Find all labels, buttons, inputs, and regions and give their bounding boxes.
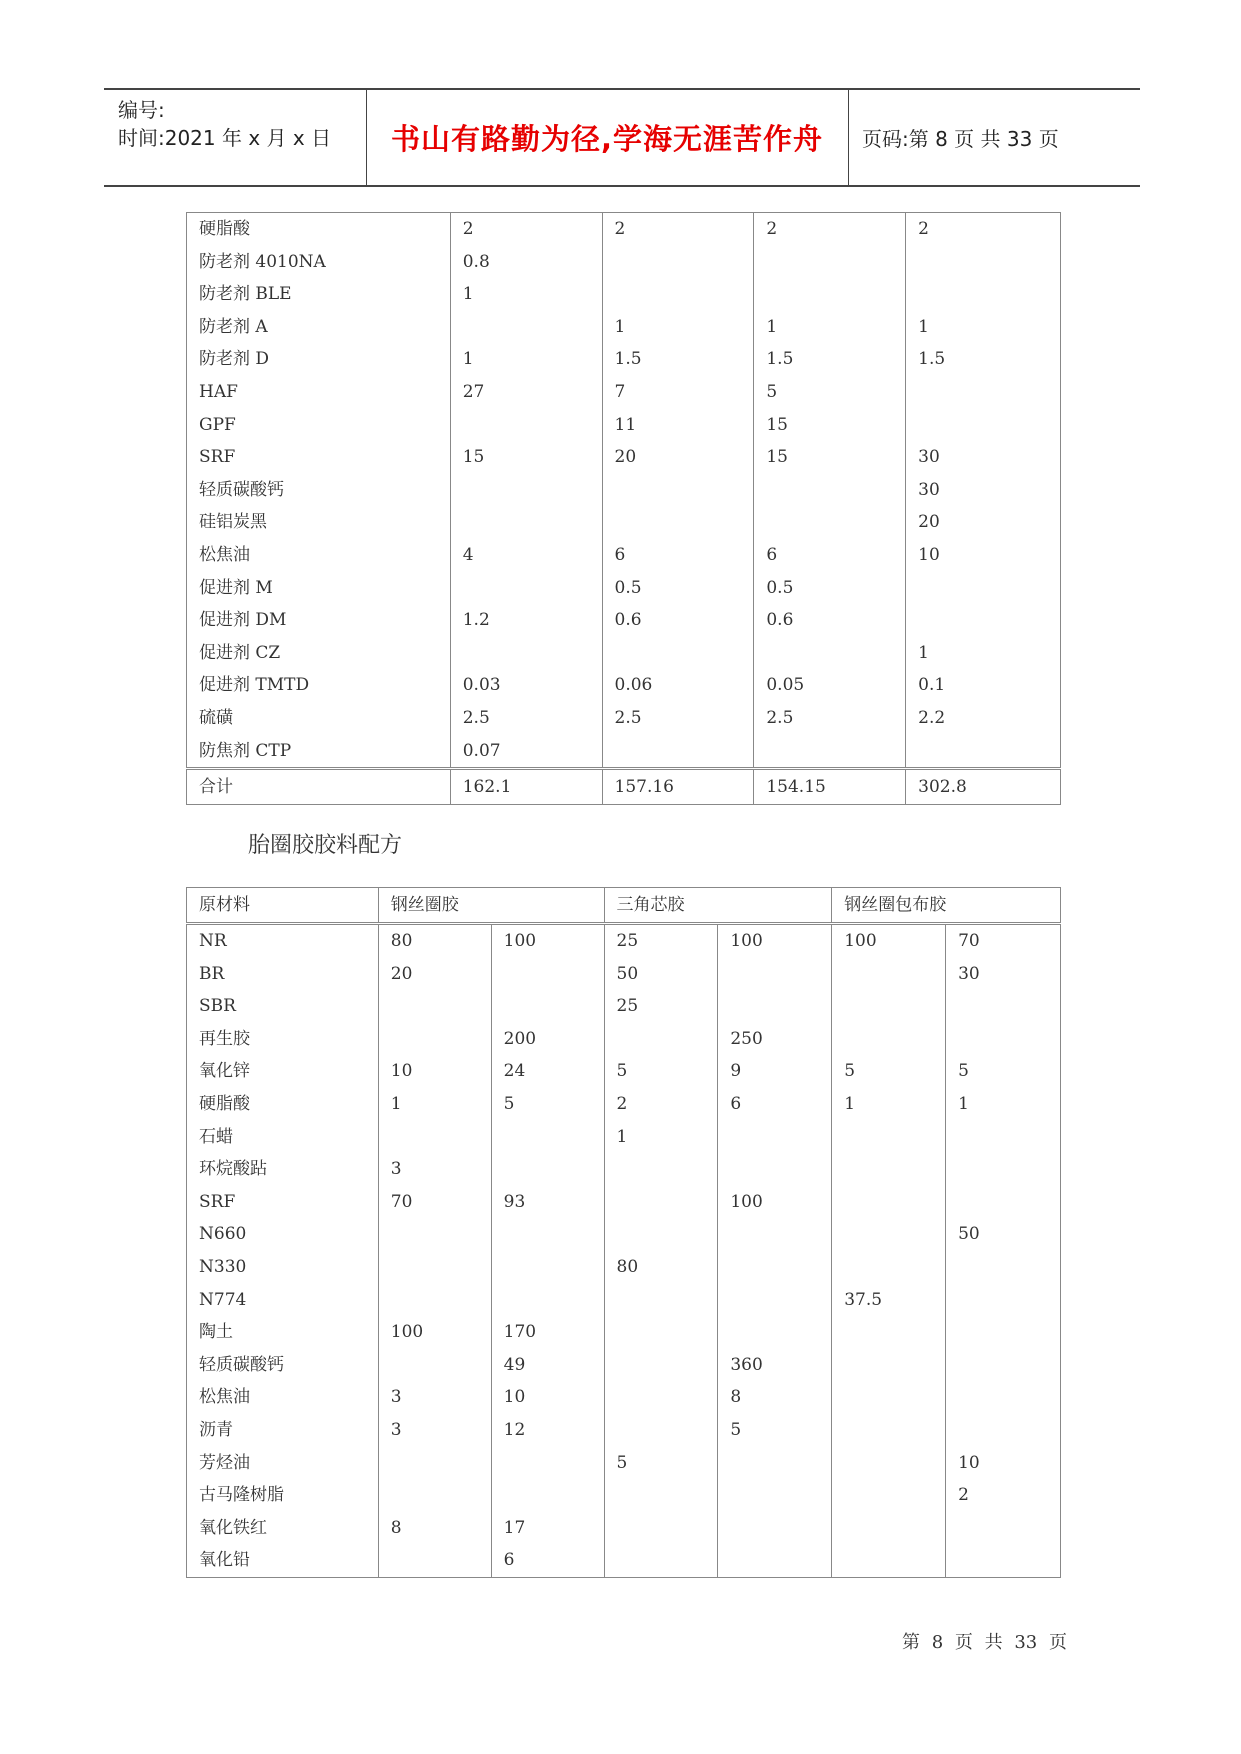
amount-cell: 360 [718, 1349, 832, 1382]
amount-cell: 2 [906, 213, 1061, 246]
amount-cell: 0.5 [602, 572, 754, 605]
amount-cell [718, 1153, 832, 1186]
total-row [187, 769, 1061, 805]
amount-cell: 200 [491, 1023, 604, 1056]
amount-cell [832, 1218, 946, 1251]
amount-cell [604, 1512, 718, 1545]
amount-cell: 80 [604, 1251, 718, 1284]
amount-cell [491, 1479, 604, 1512]
amount-cell: 70 [946, 924, 1061, 958]
amount-cell [946, 1121, 1061, 1154]
amount-cell [491, 1284, 604, 1317]
document-number-label: 编号: [118, 98, 165, 122]
amount-cell [604, 1349, 718, 1382]
amount-cell [718, 1218, 832, 1251]
material-name-cell: 氧化铁红 [187, 1512, 379, 1545]
amount-cell [946, 1544, 1061, 1577]
amount-cell [491, 1153, 604, 1186]
amount-cell: 1 [604, 1121, 718, 1154]
amount-cell: 2 [946, 1479, 1061, 1512]
material-name-cell: 沥青 [187, 1414, 379, 1447]
amount-cell: 1.5 [602, 343, 754, 376]
table-row [187, 702, 1061, 735]
amount-cell [906, 572, 1061, 605]
amount-cell [946, 990, 1061, 1023]
amount-cell: 20 [378, 958, 491, 991]
amount-cell: 2.2 [906, 702, 1061, 735]
amount-cell [604, 1023, 718, 1056]
amount-cell [832, 1414, 946, 1447]
amount-cell [832, 1121, 946, 1154]
table-row [187, 1414, 1061, 1447]
table-row [187, 637, 1061, 670]
material-name-cell: 促进剂 TMTD [187, 669, 451, 702]
amount-cell: 3 [378, 1153, 491, 1186]
material-name-cell: 硬脂酸 [187, 1088, 379, 1121]
amount-cell: 15 [754, 441, 906, 474]
amount-cell [491, 990, 604, 1023]
amount-cell: 0.06 [602, 669, 754, 702]
amount-cell [491, 1251, 604, 1284]
column-header: 钢丝圈包布胶 [832, 888, 1061, 924]
amount-cell [604, 1186, 718, 1219]
amount-cell [604, 1218, 718, 1251]
amount-cell: 10 [491, 1381, 604, 1414]
amount-cell [832, 1544, 946, 1577]
material-name-cell: 石蜡 [187, 1121, 379, 1154]
amount-cell: 8 [718, 1381, 832, 1414]
amount-cell: 0.07 [450, 735, 602, 769]
material-name-cell: 氧化锌 [187, 1055, 379, 1088]
header-row [187, 888, 1061, 924]
table-row [187, 1349, 1061, 1382]
table-row [187, 924, 1061, 958]
amount-cell: 2 [602, 213, 754, 246]
table-row [187, 246, 1061, 279]
header-page-number: 页码:第 8 页 共 33 页 [862, 127, 1059, 151]
amount-cell [754, 278, 906, 311]
material-name-cell: 再生胶 [187, 1023, 379, 1056]
table-row [187, 1284, 1061, 1317]
material-name-cell: GPF [187, 409, 451, 442]
material-name-cell: 促进剂 M [187, 572, 451, 605]
amount-cell [832, 1381, 946, 1414]
column-header: 原材料 [187, 888, 379, 924]
amount-cell: 3 [378, 1381, 491, 1414]
table-row [187, 1121, 1061, 1154]
amount-cell [450, 474, 602, 507]
amount-cell: 5 [946, 1055, 1061, 1088]
table-row [187, 474, 1061, 507]
amount-cell [832, 1479, 946, 1512]
material-name-cell: 防焦剂 CTP [187, 735, 451, 769]
table-row [187, 1447, 1061, 1480]
amount-cell: 17 [491, 1512, 604, 1545]
amount-cell [906, 246, 1061, 279]
amount-cell: 0.5 [754, 572, 906, 605]
table-row [187, 958, 1061, 991]
total-label-cell: 合计 [187, 769, 451, 805]
amount-cell: 0.8 [450, 246, 602, 279]
amount-cell: 5 [718, 1414, 832, 1447]
table-row [187, 669, 1061, 702]
total-value-cell: 154.15 [754, 769, 906, 805]
table-row [187, 1153, 1061, 1186]
amount-cell: 25 [604, 990, 718, 1023]
amount-cell [718, 1284, 832, 1317]
amount-cell: 170 [491, 1316, 604, 1349]
table-row [187, 1381, 1061, 1414]
amount-cell [946, 1381, 1061, 1414]
amount-cell [604, 1381, 718, 1414]
amount-cell: 0.6 [602, 604, 754, 637]
table-row [187, 409, 1061, 442]
material-name-cell: 松焦油 [187, 539, 451, 572]
amount-cell: 0.1 [906, 669, 1061, 702]
amount-cell [378, 1479, 491, 1512]
material-name-cell: NR [187, 924, 379, 958]
amount-cell: 10 [946, 1447, 1061, 1480]
amount-cell [946, 1186, 1061, 1219]
amount-cell: 1 [906, 311, 1061, 344]
table-row [187, 1544, 1061, 1577]
bead-compound-formula-table [186, 887, 1061, 1578]
amount-cell [906, 604, 1061, 637]
table-row [187, 604, 1061, 637]
amount-cell [602, 278, 754, 311]
table-row [187, 213, 1061, 246]
table-row [187, 1055, 1061, 1088]
amount-cell: 2.5 [602, 702, 754, 735]
amount-cell [754, 735, 906, 769]
page-header [104, 88, 1140, 187]
amount-cell: 1.5 [906, 343, 1061, 376]
amount-cell: 0.05 [754, 669, 906, 702]
amount-cell [604, 1479, 718, 1512]
amount-cell: 5 [832, 1055, 946, 1088]
amount-cell [946, 1153, 1061, 1186]
material-name-cell: 古马隆树脂 [187, 1479, 379, 1512]
amount-cell: 100 [378, 1316, 491, 1349]
amount-cell: 1 [754, 311, 906, 344]
amount-cell: 6 [754, 539, 906, 572]
amount-cell [491, 1447, 604, 1480]
amount-cell [946, 1349, 1061, 1382]
amount-cell: 15 [450, 441, 602, 474]
amount-cell: 0.03 [450, 669, 602, 702]
material-name-cell: 促进剂 DM [187, 604, 451, 637]
material-name-cell: 防老剂 A [187, 311, 451, 344]
amount-cell [754, 246, 906, 279]
table-row [187, 343, 1061, 376]
table-row [187, 1088, 1061, 1121]
amount-cell: 1 [602, 311, 754, 344]
amount-cell [832, 1349, 946, 1382]
material-name-cell: N774 [187, 1284, 379, 1317]
amount-cell [946, 1284, 1061, 1317]
amount-cell: 80 [378, 924, 491, 958]
amount-cell: 1 [450, 278, 602, 311]
material-name-cell: 氧化铅 [187, 1544, 379, 1577]
amount-cell: 24 [491, 1055, 604, 1088]
amount-cell: 8 [378, 1512, 491, 1545]
amount-cell [718, 1512, 832, 1545]
document-time-label: 时间:2021 年 x 月 x 日 [118, 126, 332, 150]
amount-cell [718, 1251, 832, 1284]
amount-cell: 100 [832, 924, 946, 958]
amount-cell: 37.5 [832, 1284, 946, 1317]
amount-cell [450, 637, 602, 670]
header-meta [104, 90, 367, 185]
table-row [187, 1251, 1061, 1284]
section-title: 胎圈胶胶料配方 [248, 833, 403, 858]
amount-cell [718, 1447, 832, 1480]
material-name-cell: 陶土 [187, 1316, 379, 1349]
amount-cell: 3 [378, 1414, 491, 1447]
amount-cell [378, 1447, 491, 1480]
amount-cell [378, 1284, 491, 1317]
amount-cell [604, 1284, 718, 1317]
amount-cell: 2 [450, 213, 602, 246]
material-name-cell: SRF [187, 1186, 379, 1219]
page-footer: 第 8 页 共 33 页 [902, 1632, 1067, 1653]
amount-cell [378, 990, 491, 1023]
amount-cell: 6 [602, 539, 754, 572]
table-row [187, 572, 1061, 605]
amount-cell: 2 [604, 1088, 718, 1121]
amount-cell: 50 [604, 958, 718, 991]
amount-cell [378, 1544, 491, 1577]
column-header: 三角芯胶 [604, 888, 832, 924]
amount-cell [491, 958, 604, 991]
amount-cell [946, 1316, 1061, 1349]
amount-cell [604, 1544, 718, 1577]
amount-cell [718, 1316, 832, 1349]
amount-cell: 10 [378, 1055, 491, 1088]
amount-cell: 4 [450, 539, 602, 572]
total-value-cell: 302.8 [906, 769, 1061, 805]
formula-table-continued [186, 212, 1061, 805]
amount-cell [491, 1121, 604, 1154]
amount-cell: 100 [718, 924, 832, 958]
amount-cell: 7 [602, 376, 754, 409]
amount-cell [718, 1544, 832, 1577]
amount-cell [832, 1186, 946, 1219]
amount-cell: 100 [718, 1186, 832, 1219]
amount-cell [832, 1251, 946, 1284]
table-row [187, 1218, 1061, 1251]
amount-cell: 9 [718, 1055, 832, 1088]
amount-cell: 1.5 [754, 343, 906, 376]
table-row [187, 311, 1061, 344]
amount-cell [718, 990, 832, 1023]
material-name-cell: BR [187, 958, 379, 991]
amount-cell: 70 [378, 1186, 491, 1219]
amount-cell [832, 1153, 946, 1186]
table-row [187, 278, 1061, 311]
table-row [187, 539, 1061, 572]
amount-cell [832, 1316, 946, 1349]
amount-cell [832, 1023, 946, 1056]
amount-cell: 93 [491, 1186, 604, 1219]
amount-cell [832, 1512, 946, 1545]
amount-cell: 10 [906, 539, 1061, 572]
material-name-cell: 硬脂酸 [187, 213, 451, 246]
amount-cell [906, 376, 1061, 409]
amount-cell: 27 [450, 376, 602, 409]
table-row [187, 506, 1061, 539]
material-name-cell: 防老剂 4010NA [187, 246, 451, 279]
amount-cell: 12 [491, 1414, 604, 1447]
material-name-cell: N660 [187, 1218, 379, 1251]
amount-cell [718, 958, 832, 991]
amount-cell [378, 1121, 491, 1154]
amount-cell: 30 [906, 441, 1061, 474]
amount-cell: 6 [491, 1544, 604, 1577]
amount-cell: 2.5 [754, 702, 906, 735]
total-value-cell: 157.16 [602, 769, 754, 805]
total-value-cell: 162.1 [450, 769, 602, 805]
amount-cell [604, 1414, 718, 1447]
amount-cell [906, 278, 1061, 311]
amount-cell [946, 1023, 1061, 1056]
amount-cell: 2.5 [450, 702, 602, 735]
table-row [187, 1186, 1061, 1219]
amount-cell: 20 [906, 506, 1061, 539]
amount-cell [602, 474, 754, 507]
material-name-cell: 轻质碳酸钙 [187, 474, 451, 507]
amount-cell [378, 1218, 491, 1251]
material-name-cell: 环烷酸跕 [187, 1153, 379, 1186]
amount-cell [378, 1023, 491, 1056]
material-name-cell: N330 [187, 1251, 379, 1284]
material-name-cell: HAF [187, 376, 451, 409]
material-name-cell: 促进剂 CZ [187, 637, 451, 670]
amount-cell: 5 [604, 1447, 718, 1480]
amount-cell: 2 [754, 213, 906, 246]
table-row [187, 1316, 1061, 1349]
table-row [187, 990, 1061, 1023]
material-name-cell: 防老剂 BLE [187, 278, 451, 311]
amount-cell: 30 [946, 958, 1061, 991]
amount-cell: 11 [602, 409, 754, 442]
amount-cell: 5 [491, 1088, 604, 1121]
amount-cell [602, 246, 754, 279]
amount-cell: 1.2 [450, 604, 602, 637]
column-header: 钢丝圈胶 [378, 888, 604, 924]
amount-cell [946, 1251, 1061, 1284]
amount-cell [450, 311, 602, 344]
amount-cell: 30 [906, 474, 1061, 507]
amount-cell [832, 990, 946, 1023]
amount-cell [906, 735, 1061, 769]
amount-cell: 20 [602, 441, 754, 474]
amount-cell [450, 506, 602, 539]
amount-cell: 6 [718, 1088, 832, 1121]
amount-cell [602, 506, 754, 539]
material-name-cell: 松焦油 [187, 1381, 379, 1414]
material-name-cell: SRF [187, 441, 451, 474]
amount-cell [754, 474, 906, 507]
amount-cell: 1 [450, 343, 602, 376]
amount-cell [604, 1316, 718, 1349]
amount-cell: 50 [946, 1218, 1061, 1251]
table-row [187, 1479, 1061, 1512]
amount-cell [754, 637, 906, 670]
amount-cell: 5 [604, 1055, 718, 1088]
table-row [187, 735, 1061, 769]
amount-cell [602, 735, 754, 769]
amount-cell [602, 637, 754, 670]
amount-cell [450, 409, 602, 442]
amount-cell: 0.6 [754, 604, 906, 637]
amount-cell: 1 [946, 1088, 1061, 1121]
amount-cell: 49 [491, 1349, 604, 1382]
amount-cell [946, 1512, 1061, 1545]
amount-cell: 5 [754, 376, 906, 409]
amount-cell [378, 1251, 491, 1284]
table-row [187, 1512, 1061, 1545]
amount-cell [450, 572, 602, 605]
header-motto: 书山有路勤为径,学海无涯苦作舟 [366, 90, 849, 185]
amount-cell: 25 [604, 924, 718, 958]
material-name-cell: 硫磺 [187, 702, 451, 735]
amount-cell: 250 [718, 1023, 832, 1056]
material-name-cell: 防老剂 D [187, 343, 451, 376]
amount-cell [906, 409, 1061, 442]
amount-cell [718, 1479, 832, 1512]
material-name-cell: 硅铝炭黑 [187, 506, 451, 539]
table-row [187, 441, 1061, 474]
table-row [187, 376, 1061, 409]
amount-cell: 1 [378, 1088, 491, 1121]
amount-cell [604, 1153, 718, 1186]
amount-cell [754, 506, 906, 539]
amount-cell [946, 1414, 1061, 1447]
amount-cell [832, 1447, 946, 1480]
amount-cell: 100 [491, 924, 604, 958]
amount-cell [718, 1121, 832, 1154]
amount-cell: 15 [754, 409, 906, 442]
amount-cell [378, 1349, 491, 1382]
amount-cell: 1 [832, 1088, 946, 1121]
material-name-cell: 芳烃油 [187, 1447, 379, 1480]
amount-cell: 1 [906, 637, 1061, 670]
table-row [187, 1023, 1061, 1056]
material-name-cell: 轻质碳酸钙 [187, 1349, 379, 1382]
amount-cell [491, 1218, 604, 1251]
amount-cell [832, 958, 946, 991]
material-name-cell: SBR [187, 990, 379, 1023]
